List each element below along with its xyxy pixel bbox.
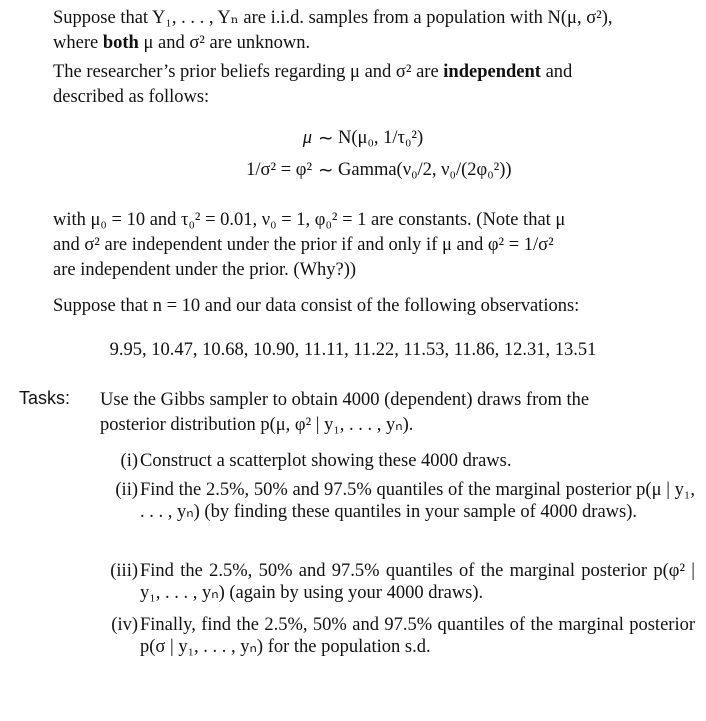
equation-1-lhs: μ: [302, 128, 312, 148]
prior-line-1-pre: The researcher’s prior beliefs regarding μ and σ² are: [53, 62, 444, 82]
equation-2-rhs: Gamma(ν₀/2, ν₀/(2φ₀²)): [338, 160, 512, 180]
task-item-iv: [100, 614, 695, 662]
tasks-intro-line-1: Use the Gibbs sampler to obtain 4000 (dependent) draws from the: [100, 390, 590, 410]
prior-paragraph: [53, 60, 693, 110]
intro-paragraph: [53, 6, 693, 56]
task-text: Find the 2.5%, 50% and 97.5% quantiles of the marginal posterior p(φ² | y₁, . . . , yₙ) (again by using your 4000 draws).: [140, 561, 695, 603]
prior-line-2: described as follows:: [53, 87, 210, 107]
constants-line-2: and σ² are independent under the prior if and only if μ and φ² = 1/σ²: [53, 235, 554, 255]
task-number: (iii): [110, 561, 138, 581]
task-text: Find the 2.5%, 50% and 97.5% quantiles of the marginal posterior p(μ | y₁, . . . , yₙ) (by finding these quantiles in your sample of 4000 draws).: [140, 480, 695, 522]
data-intro: [53, 294, 693, 319]
tasks-intro: [100, 388, 695, 438]
equation-1-sim: ∼: [318, 129, 334, 149]
constants-paragraph: [53, 208, 693, 283]
task-item-i: [100, 450, 695, 474]
intro-line-1: Suppose that Y₁, . . . , Yₙ are i.i.d. samples from a population with N(μ, σ²),: [53, 8, 613, 28]
prior-line-1-post: and: [540, 62, 573, 82]
data-intro-text: Suppose that n = 10 and our data consist of the following observations:: [53, 296, 580, 316]
equation-1-rhs: N(μ₀, 1/τ₀²): [338, 128, 424, 148]
tasks-intro-line-2: posterior distribution p(μ, φ² | y₁, . . . , yₙ).: [100, 415, 414, 435]
observations-line: [0, 340, 706, 361]
task-text: Finally, find the 2.5%, 50% and 97.5% quantiles of the marginal posterior p(σ | y₁, . . . , yₙ) for the population s.d.: [140, 615, 695, 657]
equation-2-sim: ∼: [318, 161, 334, 181]
task-number: (ii): [115, 480, 138, 500]
task-number: (iv): [111, 615, 138, 635]
intro-line-2-pre: where: [53, 33, 103, 53]
tasks-label: Tasks:: [19, 388, 71, 408]
intro-line-2-bold: both: [102, 33, 139, 53]
task-item-iii: [100, 560, 695, 608]
observations-values: 9.95, 10.47, 10.68, 10.90, 11.11, 11.22, 11.53, 11.86, 12.31, 13.51: [109, 340, 597, 360]
prior-line-1-bold: independent: [443, 62, 541, 82]
equation-2-lhs: 1/σ² = φ²: [246, 160, 312, 180]
constants-line-3: are independent under the prior. (Why?)): [53, 260, 357, 280]
intro-line-2-post: μ and σ² are unknown.: [138, 33, 311, 53]
constants-line-1: with μ₀ = 10 and τ₀² = 0.01, ν₀ = 1, φ₀² = 1 are constants. (Note that μ: [53, 210, 566, 230]
task-text: Construct a scatterplot showing these 4000 draws.: [140, 451, 512, 471]
task-number: (i): [120, 451, 138, 471]
task-item-ii: [100, 479, 695, 549]
